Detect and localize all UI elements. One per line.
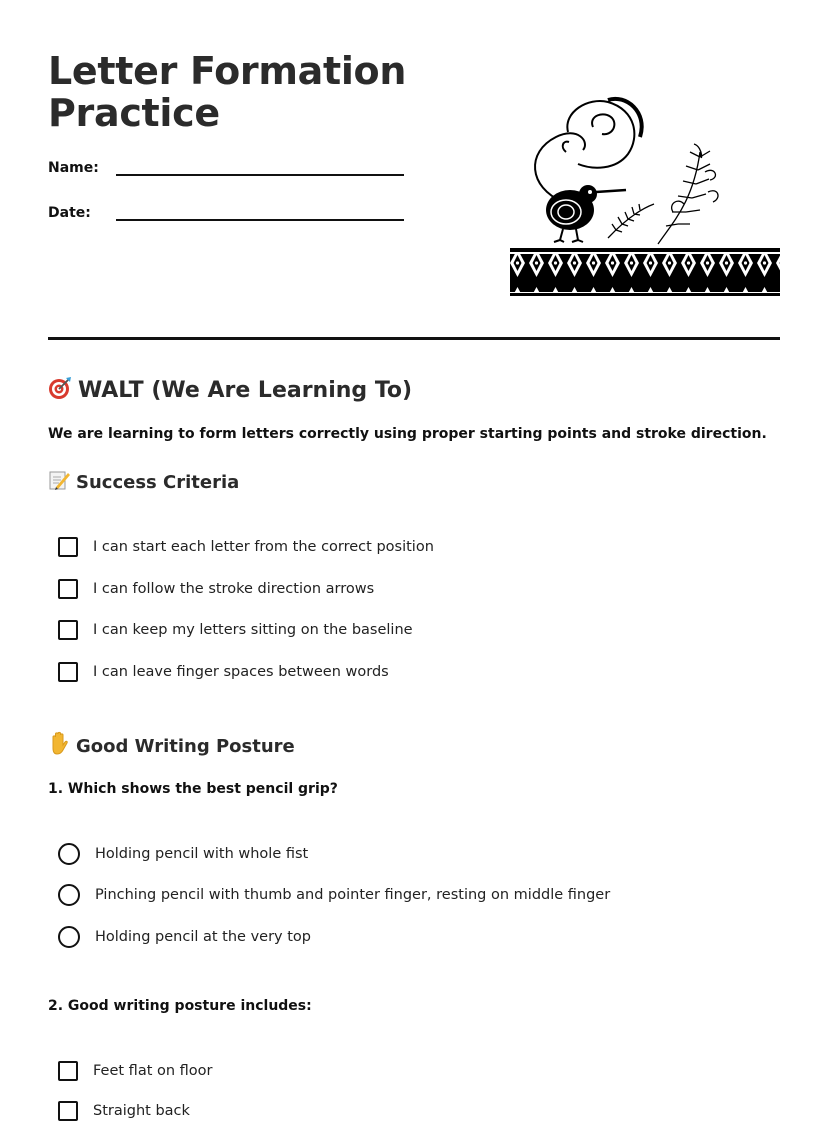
- kiwi-fern-illustration: [508, 92, 782, 298]
- section-divider: [48, 337, 780, 340]
- checkbox[interactable]: [58, 579, 78, 599]
- name-line[interactable]: [116, 174, 404, 176]
- title-line-2: Practice: [48, 91, 220, 135]
- walt-heading: [48, 376, 412, 403]
- option-label: Pinching pencil with thumb and pointer finger, resting on middle finger: [95, 887, 611, 903]
- criteria-item[interactable]: [58, 535, 434, 559]
- criteria-label: I can follow the stroke direction arrows: [93, 581, 375, 597]
- tall-fern-icon: [658, 144, 718, 244]
- date-field[interactable]: [48, 205, 91, 221]
- answer-option[interactable]: [58, 1059, 213, 1083]
- checkbox[interactable]: [58, 620, 78, 640]
- posture-heading-text: Good Writing Posture: [76, 736, 295, 757]
- checkbox[interactable]: [58, 1101, 78, 1121]
- option-label: Straight back: [93, 1103, 190, 1119]
- title-line-1: Letter Formation: [48, 49, 407, 93]
- radio-button[interactable]: [58, 926, 80, 948]
- success-criteria-text: Success Criteria: [76, 472, 240, 493]
- page-title: [48, 50, 406, 134]
- option-label: Holding pencil at the very top: [95, 929, 311, 945]
- criteria-label: I can leave finger spaces between words: [93, 664, 389, 680]
- date-label: Date:: [48, 205, 91, 221]
- answer-option[interactable]: [58, 1099, 190, 1123]
- option-label: Holding pencil with whole fist: [95, 846, 309, 862]
- question-2: 2. Good writing posture includes:: [48, 998, 312, 1014]
- criteria-item[interactable]: [58, 618, 413, 642]
- name-label: Name:: [48, 160, 99, 176]
- posture-heading: [48, 731, 295, 757]
- checkbox[interactable]: [58, 1061, 78, 1081]
- kiwi-bird-icon: [546, 185, 626, 242]
- answer-option[interactable]: [58, 925, 311, 949]
- fern-leaf-icon: [608, 204, 654, 238]
- walt-statement: We are learning to form letters correctly using proper starting points and stroke direction.: [48, 426, 767, 442]
- checkbox[interactable]: [58, 537, 78, 557]
- question-1: 1. Which shows the best pencil grip?: [48, 781, 338, 797]
- criteria-label: I can keep my letters sitting on the baseline: [93, 622, 413, 638]
- checkbox[interactable]: [58, 662, 78, 682]
- criteria-label: I can start each letter from the correct position: [93, 539, 434, 555]
- target-icon: [48, 376, 72, 400]
- answer-option[interactable]: [58, 842, 308, 866]
- tukutuku-pattern-band: [510, 248, 780, 296]
- success-criteria-heading: [48, 469, 239, 493]
- date-line[interactable]: [116, 219, 404, 221]
- raised-hand-icon: [48, 731, 70, 755]
- radio-button[interactable]: [58, 843, 80, 865]
- name-field[interactable]: [48, 160, 99, 176]
- memo-icon: [48, 469, 70, 491]
- walt-heading-text: WALT (We Are Learning To): [78, 378, 413, 403]
- criteria-item[interactable]: [58, 660, 389, 684]
- radio-button[interactable]: [58, 884, 80, 906]
- criteria-item[interactable]: [58, 577, 374, 601]
- option-label: Feet flat on floor: [93, 1063, 213, 1079]
- answer-option[interactable]: [58, 883, 610, 907]
